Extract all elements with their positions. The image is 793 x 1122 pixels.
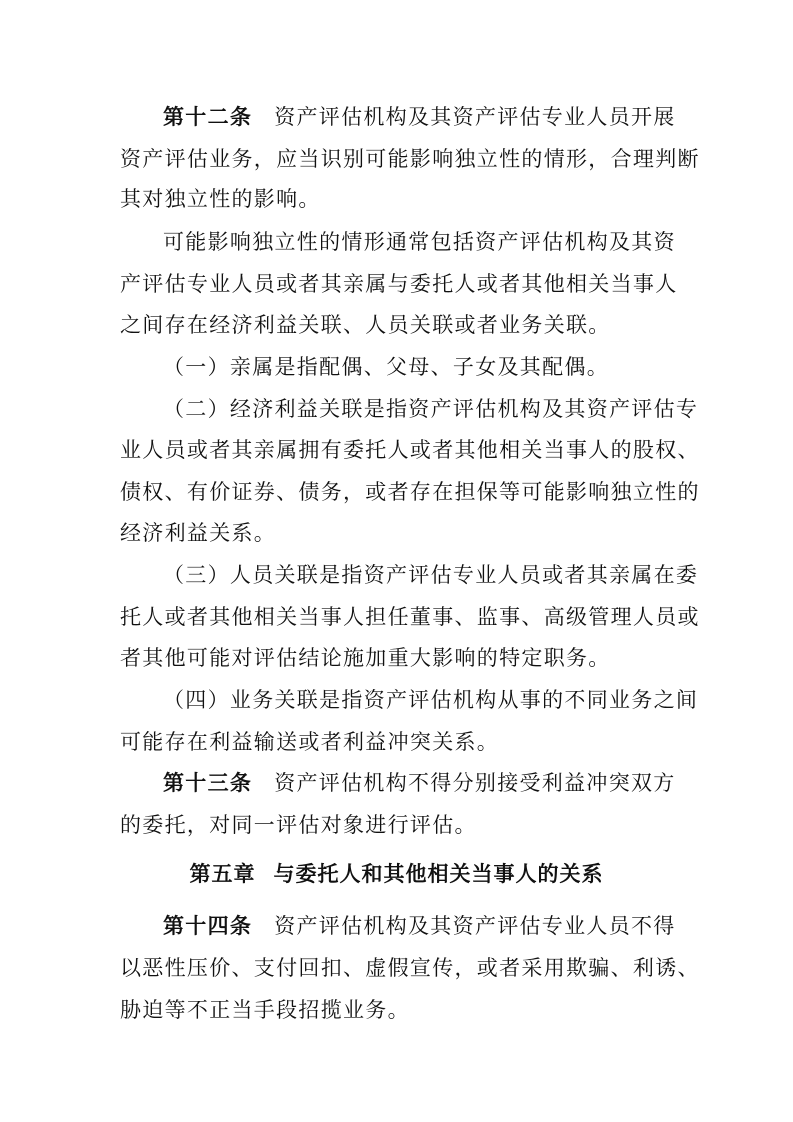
article-13-first-line: [163, 767, 793, 799]
item-3-line-3: 者其他可能对评估结论施加重大影响的特定职务。: [120, 646, 611, 670]
item-2-line-4: 经济利益关系。: [120, 521, 277, 545]
influence-paragraph-line-2: 产评估专业人员或者其亲属与委托人或者其他相关当事人: [120, 272, 678, 296]
article-12-text-line-3: 其对独立性的影响。: [120, 187, 321, 211]
item-4-line-1: （四）业务关联是指资产评估机构从事的不同业务之间: [163, 688, 699, 712]
chapter-5-number: 第五章: [189, 862, 256, 886]
chapter-5-title: 与委托人和其他相关当事人的关系: [273, 862, 604, 886]
article-14-first-line: [163, 910, 793, 942]
article-14-heading: 第十四条: [163, 914, 253, 938]
item-2-line-1: （二）经济利益关联是指资产评估机构及其资产评估专: [163, 397, 699, 421]
article-13-heading: 第十三条: [163, 771, 253, 795]
influence-paragraph-line-3: 之间存在经济利益关联、人员关联或者业务关联。: [120, 313, 611, 337]
influence-paragraph-line-1: 可能影响独立性的情形通常包括资产评估机构及其资: [163, 230, 676, 254]
article-14-text-line-3: 胁迫等不正当手段招揽业务。: [120, 998, 410, 1022]
item-1-line-1: （一）亲属是指配偶、父母、子女及其配偶。: [163, 355, 609, 379]
item-3-line-1: （三）人员关联是指资产评估专业人员或者其亲属在委: [163, 563, 699, 587]
article-12-text-line-1: 资产评估机构及其资产评估专业人员开展: [274, 105, 676, 129]
item-4-line-2: 可能存在利益输送或者利益冲突关系。: [120, 730, 500, 754]
article-13-text-line-2: 的委托，对同一评估对象进行评估。: [120, 813, 477, 837]
item-2-line-3: 债权、有价证券、债务，或者存在担保等可能影响独立性的: [120, 480, 700, 504]
item-3-line-2: 托人或者其他相关当事人担任董事、监事、高级管理人员或: [120, 605, 700, 629]
item-2-line-2: 业人员或者其亲属拥有委托人或者其他相关当事人的股权、: [120, 438, 700, 462]
article-14-text-line-2: 以恶性压价、支付回扣、虚假宣传，或者采用欺骗、利诱、: [120, 956, 700, 980]
article-12-text-line-2: 资产评估业务，应当识别可能影响独立性的情形，合理判断: [120, 147, 700, 171]
article-12-first-line: [163, 101, 793, 133]
article-12-heading: 第十二条: [163, 105, 253, 129]
article-13-text-line-1: 资产评估机构不得分别接受利益冲突双方: [274, 771, 676, 795]
chapter-5-heading: [0, 858, 793, 890]
article-14-text-line-1: 资产评估机构及其资产评估专业人员不得: [274, 914, 676, 938]
